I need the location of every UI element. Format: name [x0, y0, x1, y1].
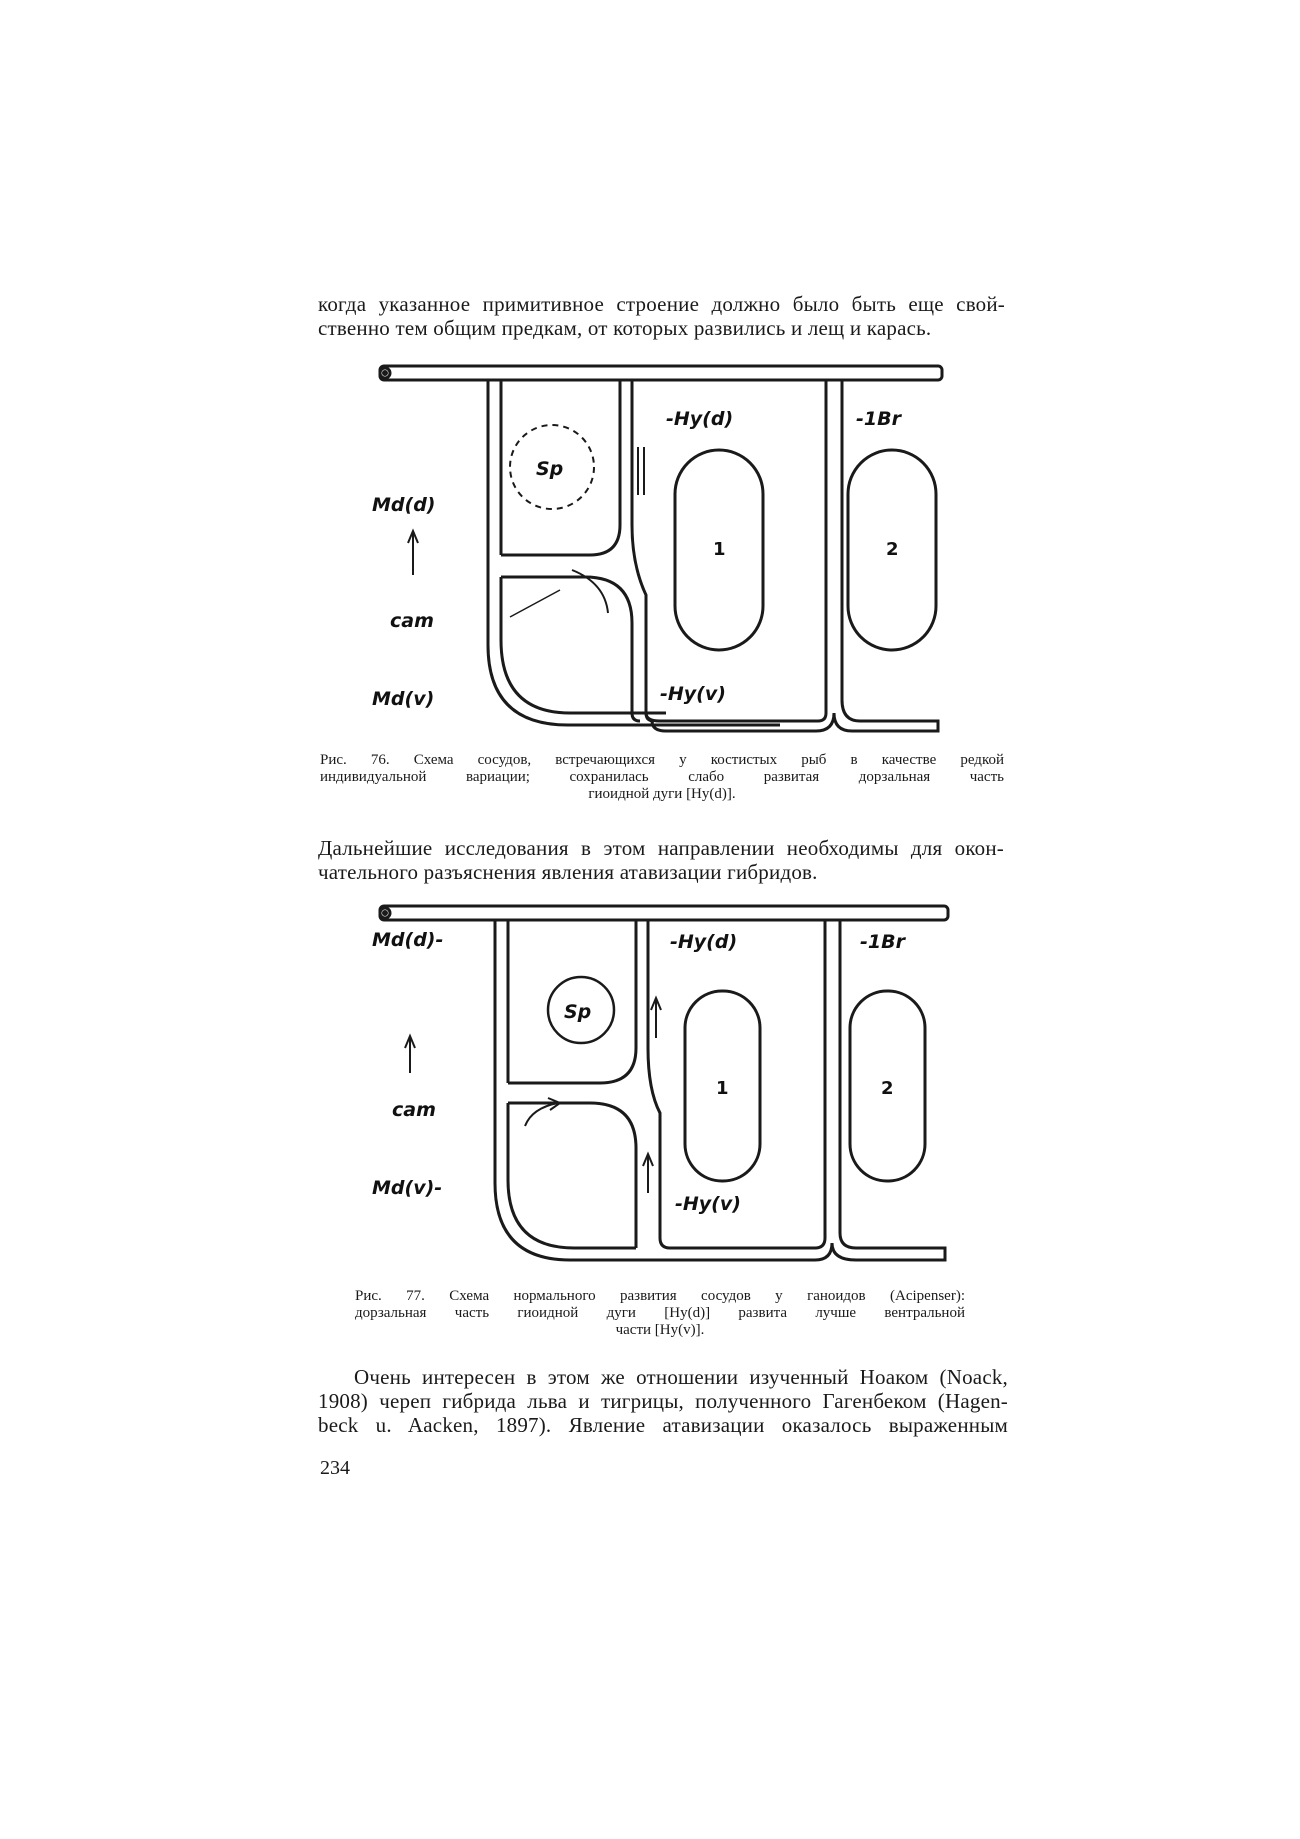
label-hyd: -Hy(d) — [666, 408, 734, 430]
label-arch-2: 2 — [881, 1078, 894, 1099]
paragraph-line: Очень интересен в этом же отношении изученный Ноаком (Noack, — [354, 1365, 1008, 1389]
caption-line: части [Hy(v)]. — [615, 1322, 705, 1338]
caption-line: дорзальная часть гиоидной дуги [Hy(d)] развита лучше вентральной — [355, 1305, 965, 1321]
caption-line: Рис. 76. Схема сосудов, встречающихся у костистых рыб в качестве редкой — [320, 752, 1004, 768]
cam-vessel — [508, 1103, 636, 1248]
label-hyv: -Hy(v) — [675, 1193, 741, 1215]
label-arch-1: 1 — [713, 539, 726, 560]
paragraph-line: ственно тем общим предкам, от которых развились и лещ и карась. — [318, 316, 932, 340]
caption-line: индивидуальной вариации; сохранилась слабо развитая дорзальная часть — [320, 769, 1004, 785]
paragraph-line: чательного разъяснения явления атавизации гибридов. — [318, 860, 818, 884]
label-arch-2: 2 — [886, 539, 899, 560]
vessel-diagram-76 — [370, 355, 950, 735]
label-sp: Sp — [536, 458, 564, 480]
paragraph-line: 1908) череп гибрида льва и тигрицы, полученного Гагенбеком (Hagen- — [318, 1389, 1008, 1413]
mandibular-vessel-inner-bottom — [501, 577, 666, 713]
caption-line: гиоидной дуги [Hy(d)]. — [588, 786, 736, 802]
label-br: -1Br — [860, 931, 905, 953]
label-mdd: Md(d) — [372, 494, 436, 516]
label-mdd: Md(d)- — [372, 929, 444, 951]
page-number: 234 — [320, 1457, 350, 1479]
hyoid-ventral-left — [632, 525, 654, 721]
mandibular-vessel-outer — [495, 920, 788, 1260]
paragraph-2 — [318, 836, 1004, 884]
paragraph-3 — [318, 1365, 1008, 1437]
caption-line: Рис. 77. Схема нормального развития сосудов у ганоидов (Acipenser): — [355, 1288, 965, 1304]
label-hyv: -Hy(v) — [660, 683, 726, 705]
label-sp: Sp — [564, 1001, 592, 1023]
dorsal-aorta-vessel — [380, 906, 948, 920]
label-cam: cam — [392, 1099, 436, 1121]
paragraph-line: Дальнейшие исследования в этом направлении необходимы для окон- — [318, 836, 1004, 860]
paragraph-line: beck u. Aacken, 1897). Явление атавизации оказалось выраженным — [318, 1413, 1008, 1437]
label-hyd: -Hy(d) — [670, 931, 738, 953]
cam-pointer-line — [510, 590, 560, 617]
paragraph-1 — [318, 292, 1005, 340]
vessel-diagram-77 — [370, 898, 950, 1270]
paragraph-line: когда указанное примитивное строение должно было быть еще свой- — [318, 292, 1005, 316]
figure-76-caption — [320, 752, 1004, 803]
label-br: -1Br — [856, 408, 901, 430]
label-mdv: Md(v) — [372, 688, 435, 710]
hyoid-ventral-bottom — [646, 380, 826, 721]
figure-76 — [370, 355, 950, 735]
dorsal-aorta-vessel — [380, 366, 942, 380]
ventral-bottom-line — [788, 1243, 832, 1260]
label-arch-1: 1 — [716, 1078, 729, 1099]
mandibular-vessel-inner-bottom — [508, 1103, 636, 1248]
figure-77 — [370, 898, 950, 1270]
figure-77-caption — [355, 1288, 965, 1339]
curved-arrow-icon — [525, 1103, 558, 1126]
label-mdv: Md(v)- — [372, 1177, 443, 1199]
label-cam: cam — [390, 610, 434, 632]
